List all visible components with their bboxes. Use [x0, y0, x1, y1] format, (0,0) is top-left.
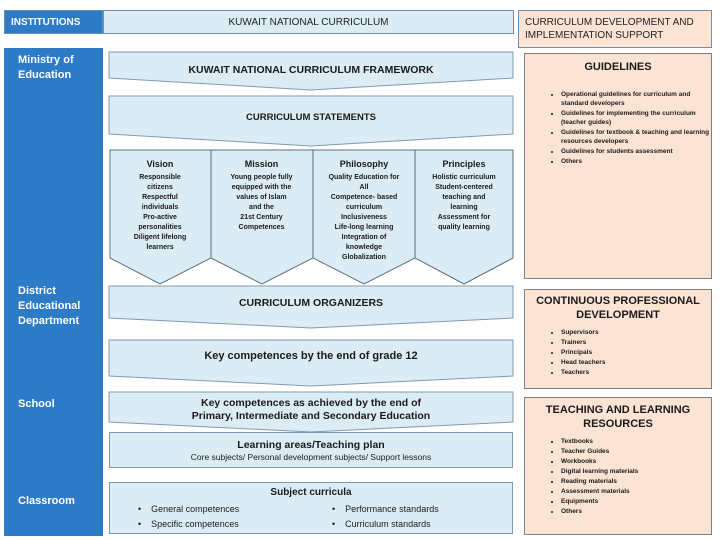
vision-title: Vision: [146, 159, 174, 169]
institutions-header: INSTITUTIONS: [4, 10, 103, 34]
list-item: • Teacher Guides: [561, 447, 711, 456]
organizers-title: CURRICULUM ORGANIZERS: [238, 297, 384, 309]
institution-ministry: Ministry of Education: [18, 54, 74, 81]
list-item: • Operational guidelines for curriculum and standard developers: [561, 90, 711, 108]
guidelines-box: [524, 53, 712, 279]
list-item: • Trainers: [561, 338, 711, 347]
institution-district: District Educational Department: [18, 285, 81, 327]
list-item: • Guidelines for textbook & teaching and learning resources developers: [561, 128, 711, 146]
list-item: • Head teachers: [561, 358, 711, 367]
mission-column: Mission Young people fully equipped with the values of Islam and the 21st Century Competences: [213, 159, 310, 233]
support-header: CURRICULUM DEVELOPMENT AND IMPLEMENTATION SUPPORT: [518, 10, 712, 48]
list-item: • Digital learning materials: [561, 467, 711, 476]
grade12-chevron: [109, 340, 513, 386]
cpd-list: [525, 328, 711, 377]
guidelines-list: [525, 90, 711, 166]
list-item: • Guidelines for students assessment: [561, 147, 711, 156]
guidelines-title: GUIDELINES: [584, 61, 652, 73]
philosophy-column: Philosophy Quality Education for All Competence- based curriculum Inclusiveness Life-long learning Integration of knowledge Globalization: [314, 159, 414, 263]
learning-areas-box: [109, 432, 513, 468]
institution-classroom: Classroom: [18, 495, 75, 507]
subject-left-list: • General competences • Specific competences: [138, 504, 240, 529]
framework-title: KUWAIT NATIONAL CURRICULUM FRAMEWORK: [188, 64, 434, 76]
learning-subtitle: Core subjects/ Personal development subjects/ Support lessons: [190, 452, 432, 462]
tlr-box: [524, 397, 712, 535]
tlr-list: [525, 437, 711, 516]
institution-school: School: [18, 398, 55, 410]
subject-title: Subject curricula: [270, 487, 352, 498]
list-item: • Equipments: [561, 497, 711, 506]
statements-title: CURRICULUM STATEMENTS: [246, 112, 376, 123]
list-item: • Teachers: [561, 368, 711, 377]
subject-right-list: • Performance standards • Curriculum standards: [332, 504, 439, 529]
list-item: • Others: [561, 157, 711, 166]
principles-column: Principles Holistic curriculum Student-centered teaching and learning Assessment for quality learning: [416, 159, 512, 233]
subject-curricula-box: [109, 482, 513, 534]
cpd-box: [524, 289, 712, 389]
philosophy-title: Philosophy: [339, 159, 389, 169]
list-item: • Reading materials: [561, 477, 711, 486]
list-item: • Workbooks: [561, 457, 711, 466]
list-item: • Assessment materials: [561, 487, 711, 496]
list-item: • Others: [561, 507, 711, 516]
national-curriculum-header: KUWAIT NATIONAL CURRICULUM: [103, 10, 514, 34]
grade12-title: Key competences by the end of grade 12: [204, 350, 418, 362]
achieved-title: Key competences as achieved by the end of Primary, Intermediate and Secondary Education: [191, 397, 431, 422]
list-item: • Guidelines for implementing the curriculum (teacher guides): [561, 109, 711, 127]
principles-title: Principles: [442, 159, 486, 169]
list-item: • Supervisors: [561, 328, 711, 337]
vision-column: Vision Responsible citizens Respectful individuals Pro-active personalities Diligent lifelong learners: [112, 159, 208, 253]
learning-title: Learning areas/Teaching plan: [237, 439, 385, 451]
tlr-title: TEACHING AND LEARNING RESOURCES: [545, 404, 691, 430]
mission-title: Mission: [244, 159, 279, 169]
list-item: • Principals: [561, 348, 711, 357]
list-item: • Textbooks: [561, 437, 711, 446]
cpd-title: CONTINUOUS PROFESSIONAL DEVELOPMENT: [536, 295, 700, 321]
